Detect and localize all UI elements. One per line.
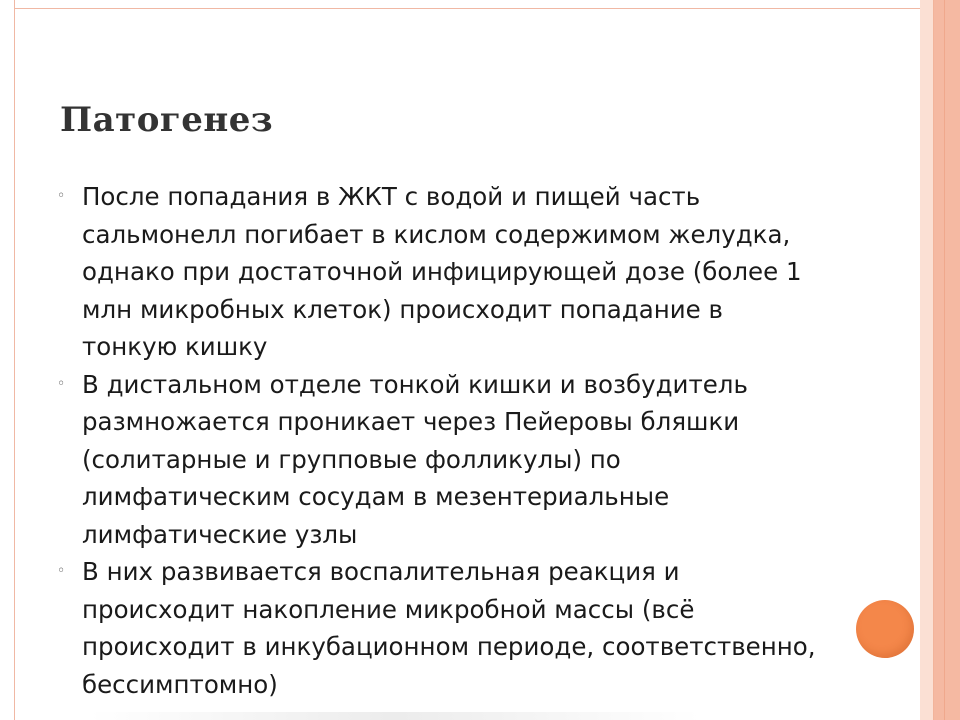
bullet-item [56,178,816,366]
frame-top-border [14,0,920,9]
right-decor-strip [934,0,960,720]
bullet-text: В дистальном отделе тонкой кишки и возбудитель размножается проникает через Пейеровы бляшки (солитарные и групповые фолликулы) по лимфатическим сосудам в мезентериальные лимфатические узлы [82,369,748,549]
right-decor-strip-light [920,0,934,720]
decorative-circle [856,600,914,658]
bullet-text: После попадания в ЖКТ с водой и пищей часть сальмонелл погибает в кислом содержимом желудка, однако при достаточной инфицирующей дозе (более 1 млн микробных клеток) происходит попадание в тонкую кишку [82,182,802,361]
bullet-icon: ◦ [57,563,66,579]
bottom-shadow [90,712,700,720]
bullet-text: В них развивается воспалительная реакция и происходит накопление микробной массы (всё происходит в инкубационном периоде, соответственно, бессимптомно) [82,557,816,699]
frame-left-border [0,0,15,720]
right-decor-line [944,0,945,720]
bullet-item [56,553,816,703]
bullet-icon: ◦ [57,188,66,204]
bullet-item [56,366,816,554]
bullet-icon: ◦ [57,375,66,392]
bullet-list [56,178,816,703]
slide-title: Патогенез [60,100,274,140]
